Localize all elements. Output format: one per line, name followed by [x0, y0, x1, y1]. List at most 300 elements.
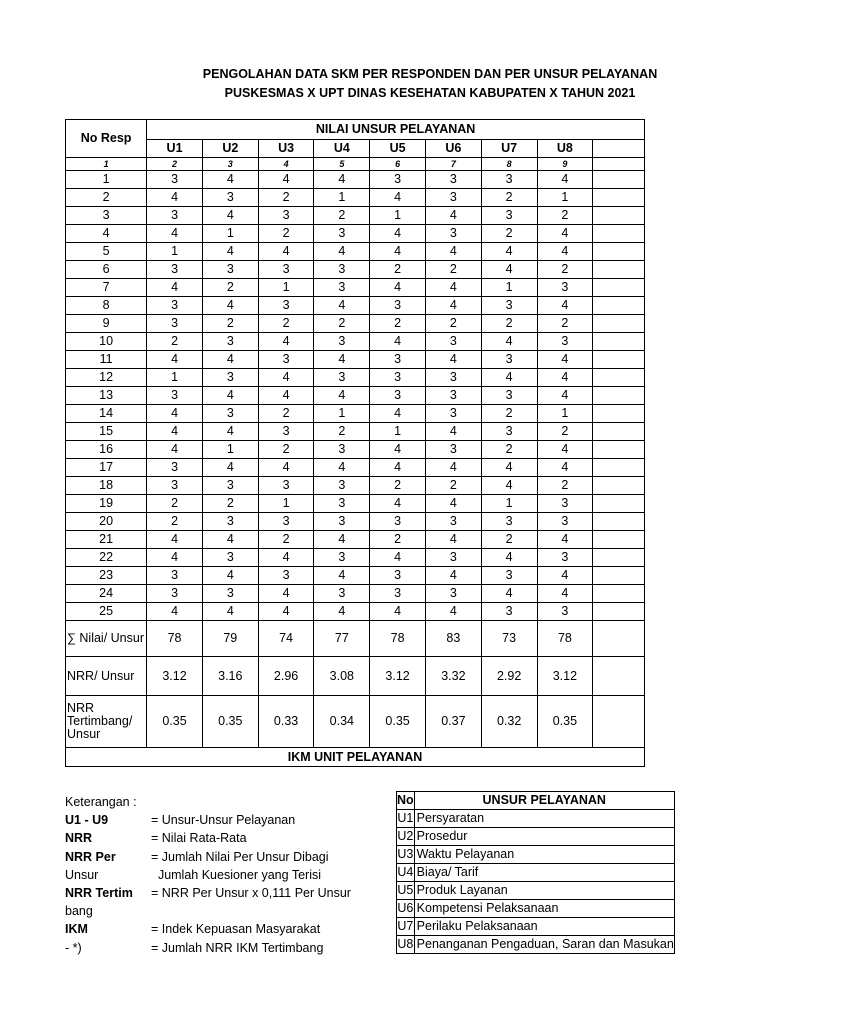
column-header: U3 — [258, 140, 314, 158]
nrr-tertimbang-row-value: 0.35 — [537, 696, 593, 748]
note-item — [65, 920, 321, 938]
score-cell-empty — [593, 225, 645, 243]
score-cell: 1 — [147, 243, 203, 261]
score-cell: 2 — [314, 315, 370, 333]
note-value: Jumlah Kuesioner yang Terisi — [151, 867, 321, 882]
score-cell: 4 — [425, 495, 481, 513]
score-cell: 3 — [202, 189, 258, 207]
note-key: U1 - U9 — [65, 813, 109, 828]
score-cell: 3 — [425, 189, 481, 207]
index-cell-empty — [593, 158, 645, 171]
score-cell: 3 — [481, 603, 537, 621]
score-cell: 4 — [314, 531, 370, 549]
table-row — [66, 261, 645, 279]
score-cell: 4 — [370, 243, 426, 261]
score-cell: 2 — [537, 207, 593, 225]
score-cell: 4 — [537, 585, 593, 603]
score-cell: 4 — [202, 207, 258, 225]
score-cell: 3 — [258, 297, 314, 315]
document-subtitle: PUSKESMAS X UPT DINAS KESEHATAN KABUPATEN X TAHUN 2021 — [224, 86, 636, 100]
score-cell: 4 — [202, 297, 258, 315]
score-cell: 3 — [370, 351, 426, 369]
column-header-empty — [593, 140, 645, 158]
score-cell: 3 — [370, 387, 426, 405]
score-cell: 3 — [481, 423, 537, 441]
score-cell: 3 — [425, 369, 481, 387]
notes-section — [65, 793, 351, 957]
score-cell-empty — [593, 423, 645, 441]
nrr-row-value: 2.92 — [481, 657, 537, 696]
score-cell: 1 — [147, 369, 203, 387]
score-cell: 4 — [258, 243, 314, 261]
score-cell: 4 — [147, 405, 203, 423]
legend-description: Kompetensi Pelaksanaan — [414, 900, 674, 918]
score-cell: 4 — [314, 297, 370, 315]
note-key: NRR Tertim — [65, 885, 133, 900]
score-cell: 4 — [314, 171, 370, 189]
legend-row — [397, 936, 675, 954]
score-cell: 3 — [147, 459, 203, 477]
score-cell: 4 — [314, 351, 370, 369]
sum-row-value: 74 — [258, 621, 314, 657]
respondent-number: 23 — [66, 567, 147, 585]
score-cell-empty — [593, 495, 645, 513]
score-cell: 1 — [481, 495, 537, 513]
score-cell-empty — [593, 549, 645, 567]
score-cell: 4 — [537, 441, 593, 459]
sum-row-value: 79 — [202, 621, 258, 657]
column-header: U5 — [370, 140, 426, 158]
score-cell: 3 — [537, 513, 593, 531]
legend-row — [397, 810, 675, 828]
score-cell: 3 — [314, 513, 370, 531]
table-row — [66, 315, 645, 333]
score-cell: 3 — [370, 513, 426, 531]
score-cell: 4 — [537, 369, 593, 387]
score-cell: 4 — [314, 603, 370, 621]
score-cell: 4 — [258, 459, 314, 477]
score-cell: 4 — [481, 369, 537, 387]
table-row — [66, 279, 645, 297]
score-cell: 2 — [258, 405, 314, 423]
score-cell: 4 — [481, 549, 537, 567]
nrr-row-value: 2.96 — [258, 657, 314, 696]
respondent-number: 14 — [66, 405, 147, 423]
score-cell: 2 — [481, 225, 537, 243]
score-cell: 4 — [425, 207, 481, 225]
index-cell: 3 — [202, 158, 258, 171]
column-header: U1 — [147, 140, 203, 158]
respondent-number: 11 — [66, 351, 147, 369]
sum-row-value: 78 — [537, 621, 593, 657]
nrr-row-value: 3.12 — [537, 657, 593, 696]
legend-code: U8 — [397, 936, 415, 954]
score-cell: 3 — [147, 297, 203, 315]
score-cell: 4 — [481, 477, 537, 495]
document-title: PENGOLAHAN DATA SKM PER RESPONDEN DAN PER UNSUR PELAYANAN — [202, 67, 658, 81]
score-cell: 4 — [370, 225, 426, 243]
nrr-tertimbang-row-value: 0.32 — [481, 696, 537, 748]
score-cell: 3 — [258, 351, 314, 369]
score-cell: 2 — [202, 315, 258, 333]
note-value: = Jumlah Nilai Per Unsur Dibagi — [151, 849, 329, 864]
legend-description: Perilaku Pelaksanaan — [414, 918, 674, 936]
score-cell: 4 — [425, 279, 481, 297]
score-cell: 3 — [425, 513, 481, 531]
table-row — [66, 171, 645, 189]
score-cell: 3 — [147, 387, 203, 405]
nrr-tertimbang-row-value: 0.35 — [370, 696, 426, 748]
score-cell: 3 — [314, 279, 370, 297]
score-cell: 4 — [147, 189, 203, 207]
score-cell: 1 — [202, 225, 258, 243]
nrr-tertimbang-row-value: 0.35 — [147, 696, 203, 748]
nrr-row — [66, 657, 645, 696]
score-cell: 3 — [537, 549, 593, 567]
score-cell: 4 — [425, 603, 481, 621]
score-cell: 3 — [202, 333, 258, 351]
score-cell: 4 — [370, 189, 426, 207]
respondent-number: 5 — [66, 243, 147, 261]
score-cell: 3 — [425, 171, 481, 189]
note-item — [65, 829, 247, 847]
table-row — [66, 423, 645, 441]
sum-row-value: 73 — [481, 621, 537, 657]
respondent-number: 13 — [66, 387, 147, 405]
score-cell: 3 — [481, 351, 537, 369]
note-item — [65, 848, 329, 866]
score-cell: 3 — [425, 549, 481, 567]
score-cell: 4 — [537, 225, 593, 243]
score-cell: 4 — [202, 603, 258, 621]
score-cell: 3 — [314, 549, 370, 567]
score-cell: 3 — [425, 225, 481, 243]
legend-code: U3 — [397, 846, 415, 864]
note-key: IKM — [65, 922, 88, 937]
score-cell: 3 — [202, 549, 258, 567]
score-cell: 1 — [202, 441, 258, 459]
score-cell: 2 — [537, 315, 593, 333]
score-cell-empty — [593, 297, 645, 315]
score-cell-empty — [593, 603, 645, 621]
legend-code: U5 — [397, 882, 415, 900]
score-cell: 3 — [314, 441, 370, 459]
respondent-number: 19 — [66, 495, 147, 513]
score-cell: 4 — [425, 531, 481, 549]
table-row — [66, 441, 645, 459]
respondent-number: 4 — [66, 225, 147, 243]
score-cell: 4 — [537, 243, 593, 261]
score-cell-empty — [593, 477, 645, 495]
score-cell: 3 — [370, 567, 426, 585]
respondent-number: 8 — [66, 297, 147, 315]
score-cell: 4 — [537, 387, 593, 405]
score-cell-empty — [593, 261, 645, 279]
score-cell-empty — [593, 207, 645, 225]
score-cell: 3 — [314, 261, 370, 279]
ikm-label: IKM UNIT PELAYANAN — [66, 748, 645, 767]
note-key: bang — [65, 904, 93, 919]
score-cell: 4 — [202, 171, 258, 189]
score-cell: 4 — [202, 243, 258, 261]
legend-code: U4 — [397, 864, 415, 882]
table-row — [66, 351, 645, 369]
score-cell: 3 — [258, 261, 314, 279]
note-key: - *) — [65, 940, 82, 955]
note-item — [65, 884, 351, 902]
score-cell: 2 — [370, 477, 426, 495]
score-cell: 4 — [258, 549, 314, 567]
legend-description: Persyaratan — [414, 810, 674, 828]
score-cell: 3 — [425, 387, 481, 405]
score-cell: 4 — [147, 279, 203, 297]
score-cell: 4 — [537, 459, 593, 477]
score-cell-empty — [593, 531, 645, 549]
score-cell: 4 — [537, 351, 593, 369]
score-cell-empty — [593, 567, 645, 585]
nrr-row-value: 3.12 — [370, 657, 426, 696]
legend-description: Biaya/ Tarif — [414, 864, 674, 882]
table-row — [66, 189, 645, 207]
score-cell: 4 — [147, 351, 203, 369]
respondent-number: 6 — [66, 261, 147, 279]
note-value: = Jumlah NRR IKM Tertimbang — [151, 940, 324, 955]
score-cell: 4 — [202, 387, 258, 405]
nrr-row-label: NRR/ Unsur — [66, 657, 147, 696]
score-cell: 4 — [314, 387, 370, 405]
score-cell: 3 — [202, 513, 258, 531]
score-cell: 3 — [314, 585, 370, 603]
nrr-row-value: 3.32 — [425, 657, 481, 696]
nrr-row-value: 3.08 — [314, 657, 370, 696]
table-row — [66, 513, 645, 531]
sum-row-value: 83 — [425, 621, 481, 657]
legend-header-unsur: UNSUR PELAYANAN — [414, 792, 674, 810]
note-value: = Unsur-Unsur Pelayanan — [151, 813, 296, 828]
score-cell: 4 — [370, 495, 426, 513]
note-key: NRR — [65, 831, 93, 846]
nrr-row-value: 3.16 — [202, 657, 258, 696]
score-cell-empty — [593, 405, 645, 423]
respondent-number: 10 — [66, 333, 147, 351]
score-cell: 2 — [147, 333, 203, 351]
score-cell: 2 — [537, 261, 593, 279]
sum-row-value: 77 — [314, 621, 370, 657]
table-row — [66, 225, 645, 243]
respondent-number: 2 — [66, 189, 147, 207]
score-cell: 4 — [537, 297, 593, 315]
legend-row — [397, 882, 675, 900]
score-cell: 4 — [202, 423, 258, 441]
score-cell: 3 — [314, 477, 370, 495]
column-header: U2 — [202, 140, 258, 158]
respondent-number: 3 — [66, 207, 147, 225]
table-row — [66, 603, 645, 621]
score-cell: 4 — [370, 333, 426, 351]
score-cell: 3 — [425, 441, 481, 459]
score-cell-empty — [593, 351, 645, 369]
table-row — [66, 459, 645, 477]
score-cell: 4 — [481, 333, 537, 351]
score-cell: 4 — [537, 171, 593, 189]
respondent-number: 18 — [66, 477, 147, 495]
score-cell: 2 — [481, 441, 537, 459]
score-cell: 4 — [258, 603, 314, 621]
score-cell-empty — [593, 459, 645, 477]
column-header: U4 — [314, 140, 370, 158]
score-cell: 1 — [370, 207, 426, 225]
score-cell: 4 — [370, 405, 426, 423]
nrr-tertimbang-row — [66, 696, 645, 748]
table-row — [66, 369, 645, 387]
table-row — [66, 405, 645, 423]
score-cell: 4 — [147, 423, 203, 441]
score-cell: 4 — [147, 531, 203, 549]
legend-description: Produk Layanan — [414, 882, 674, 900]
score-cell: 2 — [314, 207, 370, 225]
nrr-tertimbang-row-empty — [593, 696, 645, 748]
score-cell: 4 — [314, 567, 370, 585]
respondent-number: 24 — [66, 585, 147, 603]
score-cell: 3 — [481, 567, 537, 585]
index-row — [66, 158, 645, 171]
score-cell: 2 — [370, 315, 426, 333]
column-header: U8 — [537, 140, 593, 158]
table-row — [66, 531, 645, 549]
index-cell: 1 — [66, 158, 147, 171]
score-cell: 2 — [202, 495, 258, 513]
header-row — [66, 120, 645, 140]
score-cell: 3 — [202, 585, 258, 603]
legend-row — [397, 900, 675, 918]
score-cell: 4 — [147, 603, 203, 621]
respondent-number: 20 — [66, 513, 147, 531]
legend-description: Prosedur — [414, 828, 674, 846]
score-cell: 3 — [481, 513, 537, 531]
score-cell: 3 — [147, 171, 203, 189]
score-cell: 2 — [370, 261, 426, 279]
note-key: NRR Per — [65, 849, 116, 864]
legend-row — [397, 864, 675, 882]
score-cell: 2 — [314, 423, 370, 441]
table-row — [66, 585, 645, 603]
legend-description: Penanganan Pengaduan, Saran dan Masukan — [414, 936, 674, 954]
respondent-number: 16 — [66, 441, 147, 459]
score-cell-empty — [593, 279, 645, 297]
nrr-tertimbang-row-value: 0.35 — [202, 696, 258, 748]
score-cell: 1 — [314, 189, 370, 207]
sum-row-value: 78 — [370, 621, 426, 657]
score-cell: 4 — [481, 261, 537, 279]
score-cell: 3 — [202, 405, 258, 423]
score-cell: 3 — [425, 333, 481, 351]
score-cell: 4 — [202, 351, 258, 369]
sum-row-empty — [593, 621, 645, 657]
score-cell: 2 — [425, 315, 481, 333]
column-header-row — [66, 140, 645, 158]
score-cell: 3 — [370, 585, 426, 603]
score-cell: 4 — [314, 459, 370, 477]
score-cell: 4 — [425, 423, 481, 441]
legend-code: U2 — [397, 828, 415, 846]
table-row — [66, 333, 645, 351]
score-cell: 2 — [537, 477, 593, 495]
score-cell: 1 — [258, 279, 314, 297]
score-cell: 2 — [481, 405, 537, 423]
score-cell: 3 — [202, 477, 258, 495]
score-cell: 4 — [425, 351, 481, 369]
score-cell: 2 — [258, 531, 314, 549]
score-cell: 4 — [258, 171, 314, 189]
score-cell: 3 — [147, 315, 203, 333]
score-cell: 2 — [425, 261, 481, 279]
note-value: = Nilai Rata-Rata — [151, 831, 247, 846]
score-cell: 3 — [370, 369, 426, 387]
legend-table — [396, 791, 675, 954]
score-cell: 3 — [481, 387, 537, 405]
note-item — [65, 939, 324, 957]
note-value: = NRR Per Unsur x 0,111 Per Unsur — [151, 885, 351, 900]
score-cell: 4 — [425, 459, 481, 477]
score-cell: 2 — [370, 531, 426, 549]
score-cell: 3 — [314, 225, 370, 243]
score-cell: 3 — [258, 477, 314, 495]
table-row — [66, 243, 645, 261]
score-cell: 4 — [314, 243, 370, 261]
score-cell: 4 — [481, 243, 537, 261]
score-cell: 4 — [537, 567, 593, 585]
score-cell: 2 — [258, 315, 314, 333]
score-cell: 4 — [370, 549, 426, 567]
score-cell: 1 — [258, 495, 314, 513]
table-row — [66, 207, 645, 225]
score-cell: 2 — [258, 189, 314, 207]
respondent-number: 17 — [66, 459, 147, 477]
score-cell: 4 — [425, 297, 481, 315]
index-cell: 7 — [425, 158, 481, 171]
table-row — [66, 495, 645, 513]
score-cell: 3 — [147, 207, 203, 225]
legend-code: U1 — [397, 810, 415, 828]
respondent-number: 22 — [66, 549, 147, 567]
score-cell: 4 — [425, 243, 481, 261]
score-cell: 3 — [537, 279, 593, 297]
score-cell-empty — [593, 369, 645, 387]
index-cell: 4 — [258, 158, 314, 171]
score-cell: 4 — [258, 369, 314, 387]
score-cell: 3 — [258, 567, 314, 585]
table-row — [66, 387, 645, 405]
ikm-row — [66, 748, 645, 767]
column-header: U7 — [481, 140, 537, 158]
legend-description: Waktu Pelayanan — [414, 846, 674, 864]
nrr-tertimbang-row-label: NRR Tertimbang/ Unsur — [66, 696, 147, 748]
score-cell-empty — [593, 333, 645, 351]
score-cell: 2 — [481, 531, 537, 549]
nrr-row-value: 3.12 — [147, 657, 203, 696]
score-cell: 3 — [481, 207, 537, 225]
score-cell: 4 — [370, 459, 426, 477]
legend-row — [397, 918, 675, 936]
column-header: U6 — [425, 140, 481, 158]
score-cell-empty — [593, 171, 645, 189]
data-table — [65, 119, 645, 767]
score-cell: 2 — [147, 513, 203, 531]
score-cell-empty — [593, 441, 645, 459]
score-cell: 3 — [481, 171, 537, 189]
note-value: = Indek Kepuasan Masyarakat — [151, 922, 321, 937]
no-resp-header: No Resp — [66, 120, 147, 158]
